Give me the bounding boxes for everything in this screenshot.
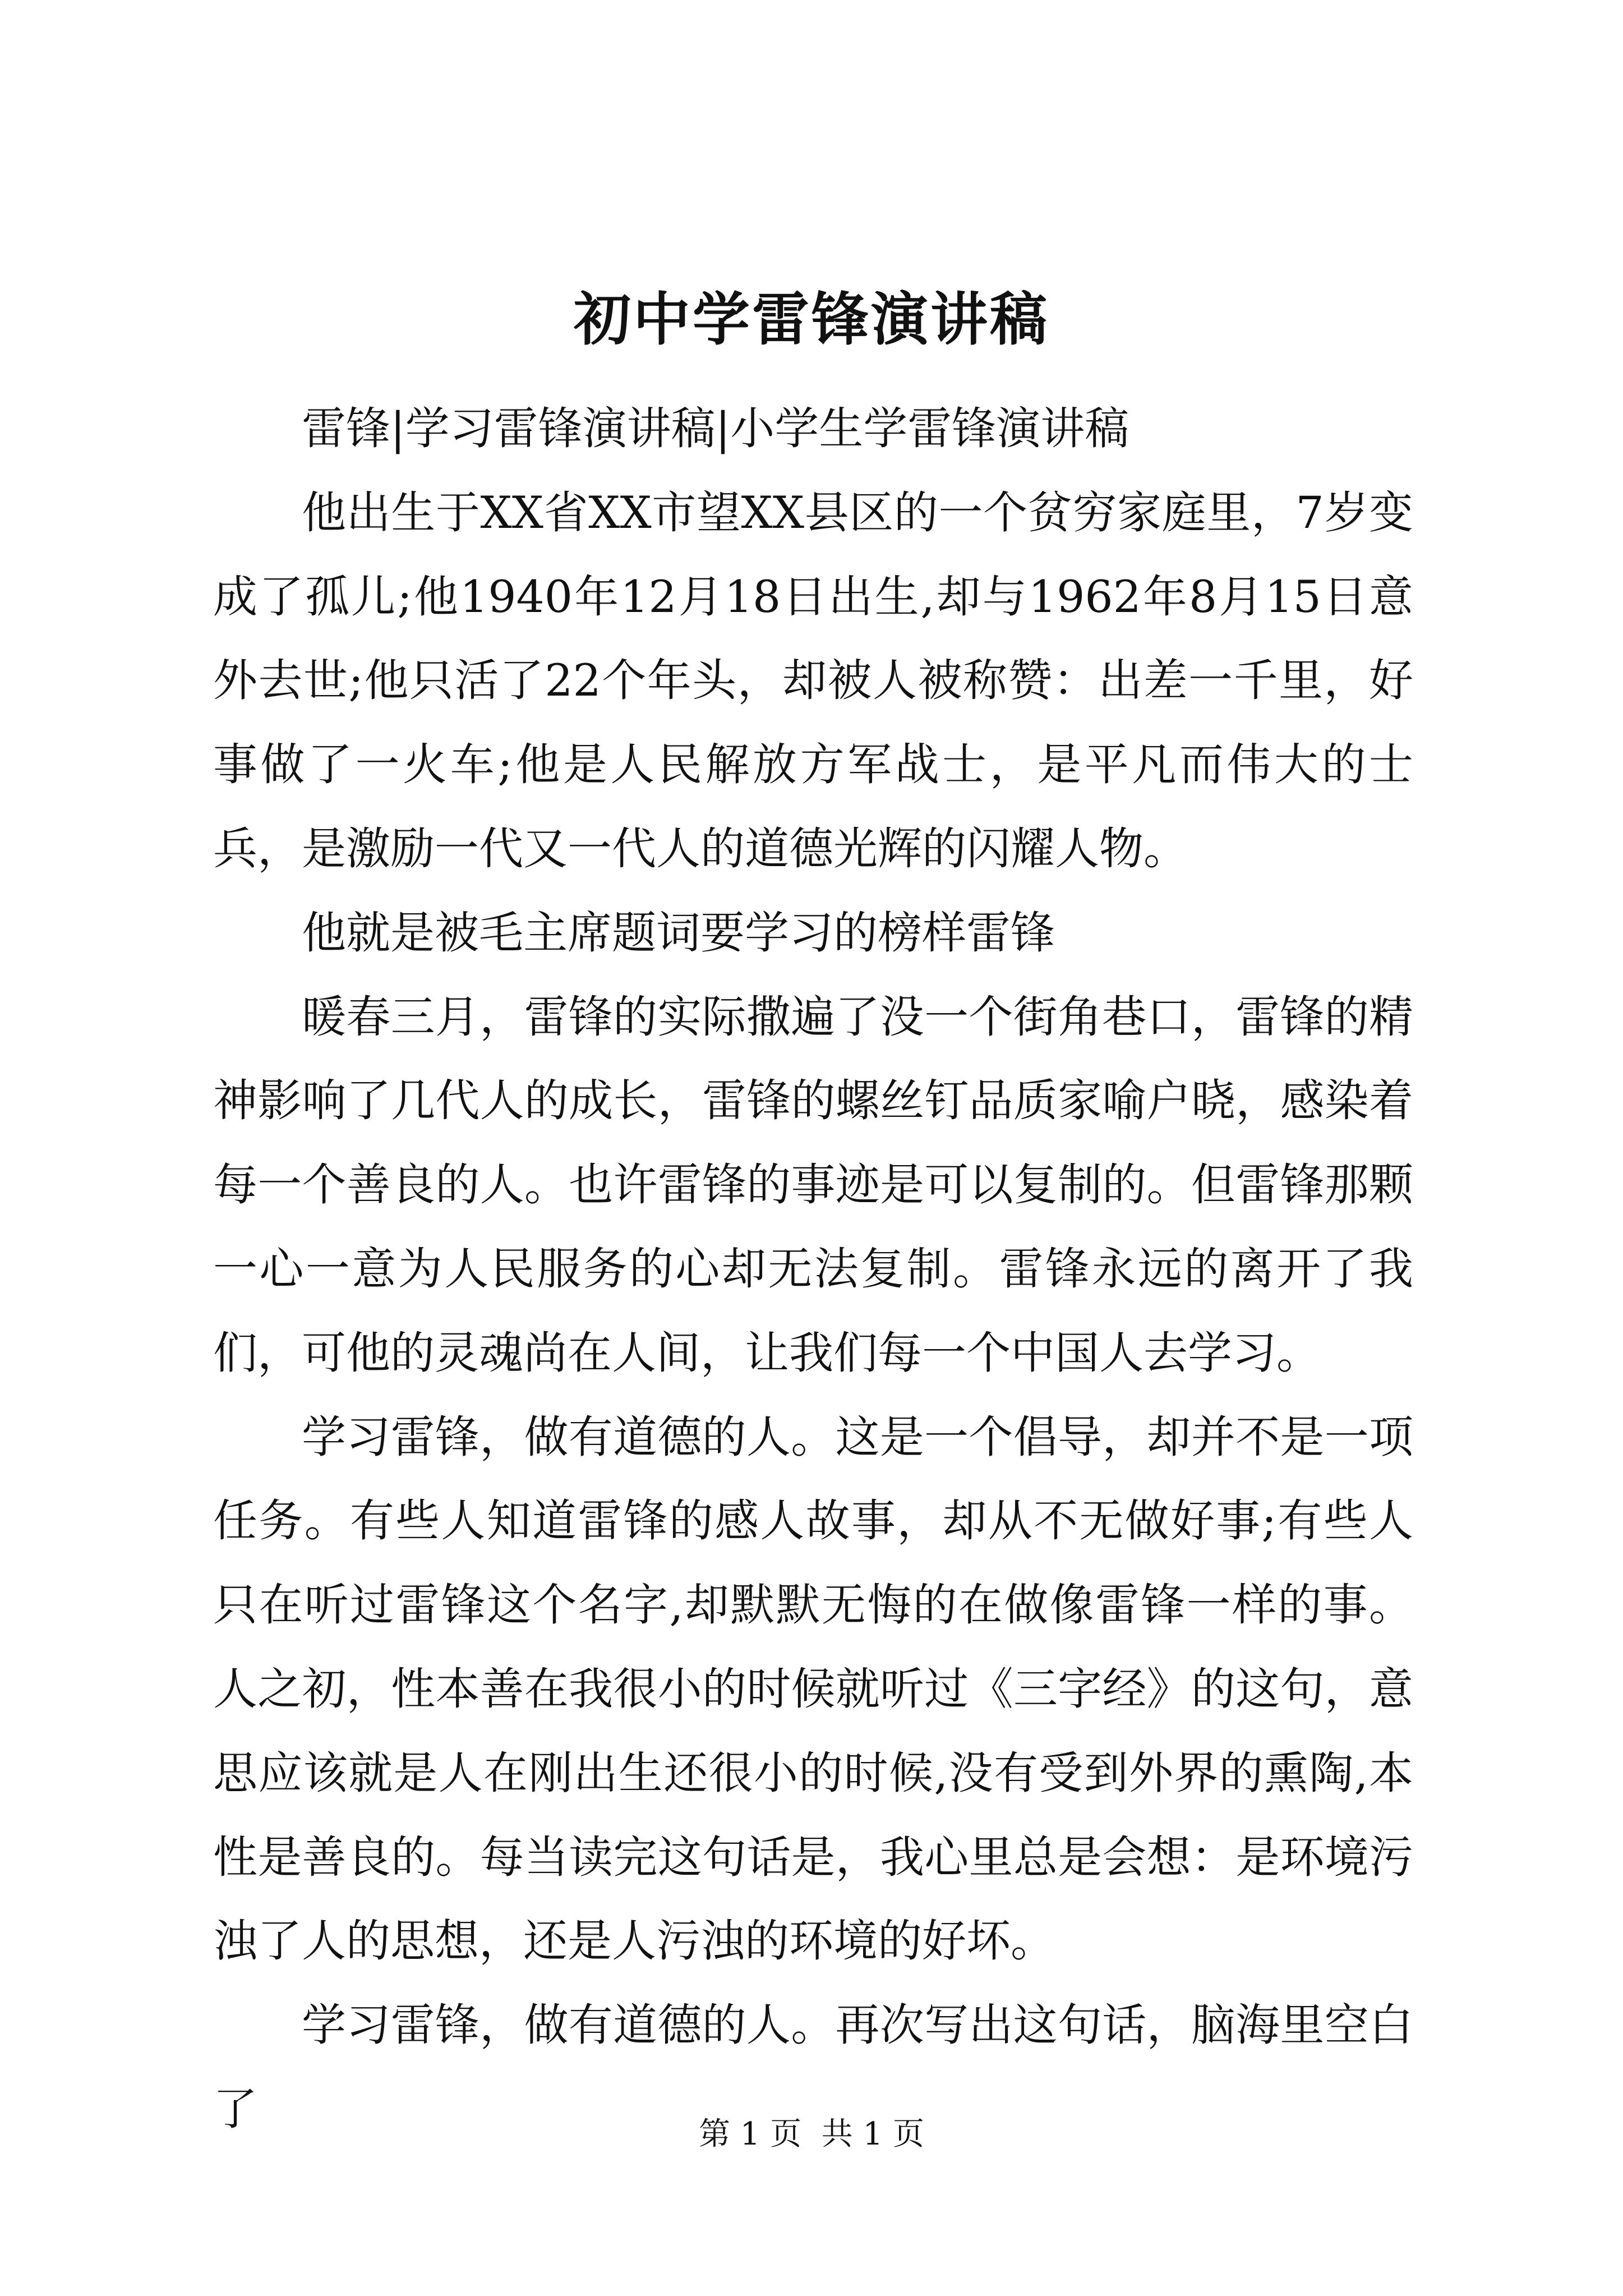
document-body [213, 387, 1413, 2152]
document-title: 初中学雷锋演讲稿 [574, 286, 1049, 353]
paragraph: 暖春三月，雷锋的实际撒遍了没一个街角巷口，雷锋的精神影响了几代人的成长，雷锋的螺丝钉品质家喻户晓，感染着每一个善良的人。也许雷锋的事迹是可以复制的。但雷锋那颗一心一意为人民服务的心却无法复制。雷锋永远的离开了我们，可他的灵魂尚在人间，让我们每一个中国人去学习。 [213, 991, 1413, 1379]
page-footer [0, 2115, 1623, 2154]
paragraph: 学习雷锋，做有道德的人。再次写出这句话，脑海里空白了 [213, 1999, 1413, 2135]
page-number: 第 1 页 共 1 页 [698, 2116, 925, 2152]
paragraph: 他出生于XX省XX市望XX县区的一个贫穷家庭里，7岁变成了孤儿;他1940年12月18日出生,却与1962年8月15日意外去世;他只活了22个年头，却被人被称赞：出差一千里，好事做了一火车;他是人民解放方军战士，是平凡而伟大的士兵，是激励一代又一代人的道德光辉的闪耀人物。 [213, 486, 1413, 875]
paragraph-tags: 雷锋|学习雷锋演讲稿|小学生学雷锋演讲稿 [302, 403, 1129, 454]
paragraph: 学习雷锋，做有道德的人。这是一个倡导，却并不是一项任务。有些人知道雷锋的感人故事，却从不无做好事;有些人只在听过雷锋这个名字,却默默无悔的在做像雷锋一样的事。人之初，性本善在我很小的时候就听过《三字经》的这句，意思应该就是人在刚出生还很小的时候,没有受到外界的熏陶,本性是善良的。每当读完这句话是，我心里总是会想：是环境污浊了人的思想，还是人污浊的环境的好坏。 [213, 1411, 1413, 1967]
paragraph: 他就是被毛主席题词要学习的榜样雷锋 [302, 907, 1055, 959]
